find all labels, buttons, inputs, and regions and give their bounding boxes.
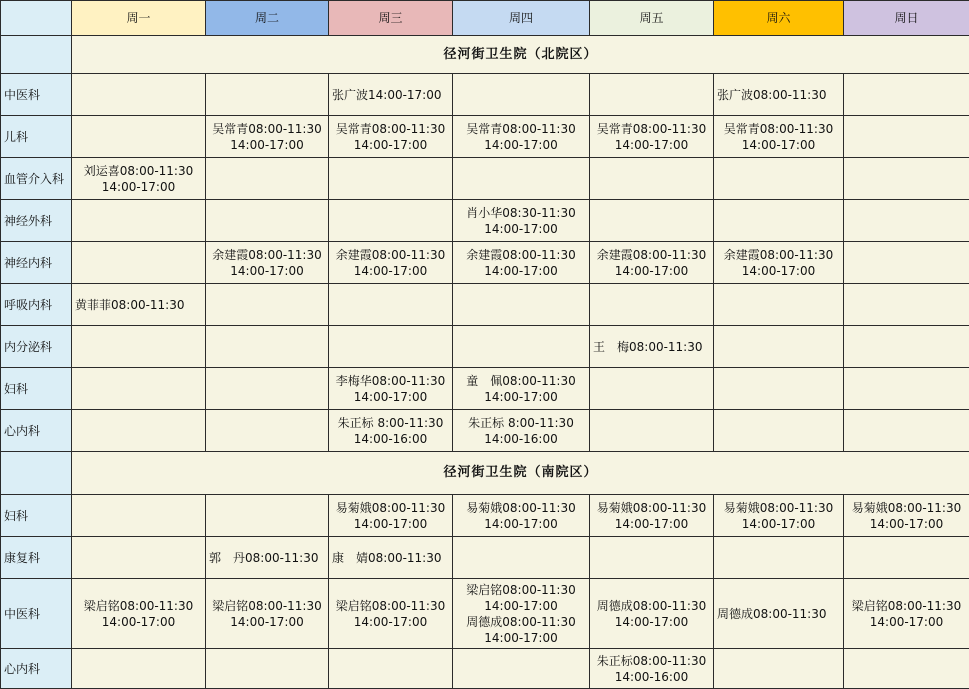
campus-row (1, 452, 969, 495)
department-name: 心内科 (1, 410, 72, 452)
doctor-time-text: 周德成08:00-11:30 (466, 614, 576, 629)
doctor-time-text: 吴常青08:00-11:30 (335, 121, 446, 136)
doctor-time-text: 王 梅08:00-11:30 (593, 339, 703, 354)
doctor-time-text: 黄菲菲08:00-11:30 (75, 297, 185, 312)
schedule-cell (329, 200, 453, 242)
schedule-cell (329, 368, 453, 410)
schedule-cell (72, 368, 206, 410)
schedule-cell (453, 158, 590, 200)
doctor-time-text: 14:00-17:00 (614, 614, 689, 629)
doctor-time-text: 梁启铭08:00-11:30 (335, 598, 446, 613)
doctor-time-text: 易菊娥08:00-11:30 (596, 500, 707, 515)
doctor-time-text: 梁启铭08:00-11:30 (466, 582, 576, 597)
schedule-cell (72, 200, 206, 242)
schedule-cell (206, 326, 329, 368)
doctor-time-text: 肖小华08:30-11:30 (466, 205, 576, 220)
schedule-cell (714, 116, 844, 158)
schedule-row (1, 200, 969, 242)
schedule-row (1, 495, 969, 537)
day-header: 周四 (453, 1, 590, 36)
schedule-cell (72, 579, 206, 649)
department-name: 血管介入科 (1, 158, 72, 200)
schedule-cell (590, 368, 714, 410)
schedule-cell (590, 495, 714, 537)
schedule-cell (72, 242, 206, 284)
department-name: 康复科 (1, 537, 72, 579)
campus-blank-cell (1, 36, 72, 74)
schedule-cell (453, 116, 590, 158)
schedule-cell (206, 200, 329, 242)
day-header: 周二 (206, 1, 329, 36)
schedule-cell (590, 579, 714, 649)
department-name: 妇科 (1, 495, 72, 537)
doctor-time-text: 14:00-17:00 (741, 516, 816, 531)
doctor-time-text: 易菊娥08:00-11:30 (335, 500, 446, 515)
doctor-time-text: 14:00-17:00 (230, 263, 304, 278)
schedule-cell (72, 326, 206, 368)
schedule-cell (714, 242, 844, 284)
schedule-cell (329, 495, 453, 537)
schedule-cell (206, 410, 329, 452)
schedule-cell (844, 579, 969, 649)
schedule-cell (329, 284, 453, 326)
doctor-time-text: 梁启铭08:00-11:30 (212, 598, 322, 613)
schedule-row (1, 158, 969, 200)
day-header: 周五 (590, 1, 714, 36)
department-name: 中医科 (1, 579, 72, 649)
schedule-row (1, 579, 969, 649)
doctor-time-text: 14:00-17:00 (614, 263, 689, 278)
schedule-cell (72, 284, 206, 326)
schedule-cell (329, 242, 453, 284)
schedule-row (1, 537, 969, 579)
schedule-cell (590, 242, 714, 284)
schedule-cell (453, 200, 590, 242)
day-header: 周六 (714, 1, 844, 36)
day-header: 周三 (329, 1, 453, 36)
schedule-cell (590, 326, 714, 368)
schedule-cell (72, 116, 206, 158)
schedule-cell (714, 495, 844, 537)
department-name: 神经外科 (1, 200, 72, 242)
schedule-cell (453, 284, 590, 326)
doctor-time-text: 14:00-17:00 (484, 598, 558, 613)
doctor-time-text: 14:00-17:00 (484, 221, 558, 236)
doctor-time-text: 康 婧08:00-11:30 (332, 550, 442, 565)
schedule-row (1, 368, 969, 410)
doctor-time-text: 梁启铭08:00-11:30 (851, 598, 962, 613)
schedule-cell (72, 649, 206, 689)
schedule-cell (72, 537, 206, 579)
doctor-time-text: 余建霞08:00-11:30 (596, 247, 707, 262)
schedule-cell (453, 242, 590, 284)
schedule-cell (590, 410, 714, 452)
campus-blank-cell (1, 452, 72, 495)
north-campus-section (1, 36, 969, 452)
schedule-cell (72, 410, 206, 452)
department-name: 内分泌科 (1, 326, 72, 368)
schedule-cell (590, 116, 714, 158)
department-name: 神经内科 (1, 242, 72, 284)
doctor-time-text: 余建霞08:00-11:30 (466, 247, 576, 262)
doctor-time-text: 郭 丹08:00-11:30 (209, 550, 319, 565)
doctor-time-text: 14:00-17:00 (869, 516, 944, 531)
schedule-row (1, 116, 969, 158)
schedule-cell (714, 537, 844, 579)
schedule-cell (714, 284, 844, 326)
schedule-cell (206, 116, 329, 158)
schedule-cell (844, 284, 969, 326)
schedule-cell (714, 649, 844, 689)
schedule-cell (329, 74, 453, 116)
doctor-time-text: 周德成08:00-11:30 (717, 606, 827, 621)
doctor-time-text: 14:00-16:00 (484, 431, 558, 446)
doctor-time-text: 余建霞08:00-11:30 (723, 247, 834, 262)
schedule-cell (329, 158, 453, 200)
schedule-cell (590, 284, 714, 326)
doctor-time-text: 14:00-17:00 (741, 263, 816, 278)
doctor-time-text: 14:00-17:00 (869, 614, 944, 629)
doctor-time-text: 14:00-17:00 (353, 263, 428, 278)
schedule-cell (844, 326, 969, 368)
doctor-time-text: 易菊娥08:00-11:30 (851, 500, 962, 515)
schedule-cell (714, 579, 844, 649)
doctor-time-text: 14:00-17:00 (741, 137, 816, 152)
doctor-time-text: 14:00-17:00 (484, 389, 558, 404)
schedule-row (1, 284, 969, 326)
doctor-time-text: 14:00-17:00 (484, 137, 558, 152)
schedule-cell (453, 649, 590, 689)
department-name: 心内科 (1, 649, 72, 689)
schedule-cell (844, 410, 969, 452)
doctor-time-text: 吴常青08:00-11:30 (212, 121, 322, 136)
doctor-time-text: 余建霞08:00-11:30 (335, 247, 446, 262)
schedule-cell (206, 284, 329, 326)
schedule-row (1, 410, 969, 452)
doctor-time-text: 14:00-17:00 (484, 630, 558, 645)
schedule-cell (714, 368, 844, 410)
doctor-time-text: 14:00-17:00 (353, 137, 428, 152)
schedule-cell (206, 579, 329, 649)
doctor-time-text: 刘运喜08:00-11:30 (83, 163, 194, 178)
schedule-cell (453, 326, 590, 368)
doctor-time-text: 14:00-17:00 (101, 614, 176, 629)
doctor-time-text: 周德成08:00-11:30 (596, 598, 707, 613)
schedule-cell (844, 74, 969, 116)
schedule-cell (590, 649, 714, 689)
schedule-cell (453, 495, 590, 537)
schedule-cell (844, 158, 969, 200)
doctor-time-text: 朱正标 8:00-11:30 (468, 415, 574, 430)
doctor-time-text: 朱正标 8:00-11:30 (337, 415, 444, 430)
schedule-cell (844, 200, 969, 242)
schedule-cell (590, 74, 714, 116)
doctor-time-text: 14:00-17:00 (230, 614, 304, 629)
doctor-time-text: 14:00-17:00 (614, 137, 689, 152)
schedule-cell (329, 326, 453, 368)
schedule-cell (329, 579, 453, 649)
schedule-cell (329, 410, 453, 452)
schedule-cell (714, 200, 844, 242)
schedule-cell (72, 495, 206, 537)
doctor-time-text: 14:00-17:00 (353, 614, 428, 629)
doctor-time-text: 易菊娥08:00-11:30 (466, 500, 576, 515)
department-name: 儿科 (1, 116, 72, 158)
schedule-cell (590, 200, 714, 242)
doctor-time-text: 张广波08:00-11:30 (717, 87, 827, 102)
doctor-time-text: 14:00-17:00 (484, 516, 558, 531)
schedule-cell (206, 74, 329, 116)
doctor-time-text: 张广波14:00-17:00 (332, 87, 442, 102)
schedule-cell (453, 410, 590, 452)
doctor-time-text: 吴常青08:00-11:30 (596, 121, 707, 136)
campus-row (1, 36, 969, 74)
doctor-time-text: 李梅华08:00-11:30 (335, 373, 446, 388)
department-name: 呼吸内科 (1, 284, 72, 326)
schedule-cell (714, 158, 844, 200)
schedule-cell (844, 368, 969, 410)
schedule-cell (714, 410, 844, 452)
header-row (1, 1, 969, 36)
campus-title: 径河街卫生院（南院区） (72, 452, 969, 495)
schedule-cell (453, 74, 590, 116)
department-name: 妇科 (1, 368, 72, 410)
campus-title: 径河街卫生院（北院区） (72, 36, 969, 74)
schedule-cell (72, 158, 206, 200)
doctor-time-text: 14:00-17:00 (614, 516, 689, 531)
doctor-time-text: 余建霞08:00-11:30 (212, 247, 322, 262)
schedule-cell (844, 495, 969, 537)
south-campus-section (1, 452, 969, 689)
schedule-cell (206, 537, 329, 579)
schedule-cell (453, 368, 590, 410)
doctor-time-text: 14:00-17:00 (353, 516, 428, 531)
schedule-cell (72, 74, 206, 116)
doctor-time-text: 14:00-17:00 (484, 263, 558, 278)
doctor-time-text: 14:00-17:00 (101, 179, 176, 194)
schedule-cell (844, 537, 969, 579)
day-header: 周一 (72, 1, 206, 36)
day-header: 周日 (844, 1, 969, 36)
schedule-cell (590, 158, 714, 200)
schedule-row (1, 649, 969, 689)
schedule-cell (844, 116, 969, 158)
doctor-time-text: 易菊娥08:00-11:30 (723, 500, 834, 515)
schedule-cell (206, 495, 329, 537)
schedule-cell (453, 579, 590, 649)
schedule-cell (844, 649, 969, 689)
doctor-time-text: 吴常青08:00-11:30 (466, 121, 576, 136)
schedule-row (1, 74, 969, 116)
department-name: 中医科 (1, 74, 72, 116)
schedule-cell (329, 537, 453, 579)
doctor-time-text: 14:00-17:00 (230, 137, 304, 152)
schedule-cell (714, 74, 844, 116)
schedule-cell (206, 649, 329, 689)
schedule-cell (714, 326, 844, 368)
schedule-cell (329, 116, 453, 158)
doctor-time-text: 梁启铭08:00-11:30 (83, 598, 194, 613)
schedule-cell (453, 537, 590, 579)
doctor-time-text: 14:00-17:00 (353, 389, 428, 404)
corner-cell (1, 1, 72, 36)
doctor-time-text: 朱正标08:00-11:30 (596, 653, 707, 668)
doctor-time-text: 童 佩08:00-11:30 (466, 373, 576, 388)
schedule-cell (206, 158, 329, 200)
schedule-cell (206, 242, 329, 284)
schedule-cell (206, 368, 329, 410)
schedule-cell (844, 242, 969, 284)
schedule-cell (329, 649, 453, 689)
schedule-row (1, 242, 969, 284)
schedule-cell (590, 537, 714, 579)
doctor-time-text: 14:00-16:00 (353, 431, 428, 446)
schedule-row (1, 326, 969, 368)
doctor-time-text: 吴常青08:00-11:30 (723, 121, 834, 136)
doctor-time-text: 14:00-16:00 (614, 669, 689, 684)
